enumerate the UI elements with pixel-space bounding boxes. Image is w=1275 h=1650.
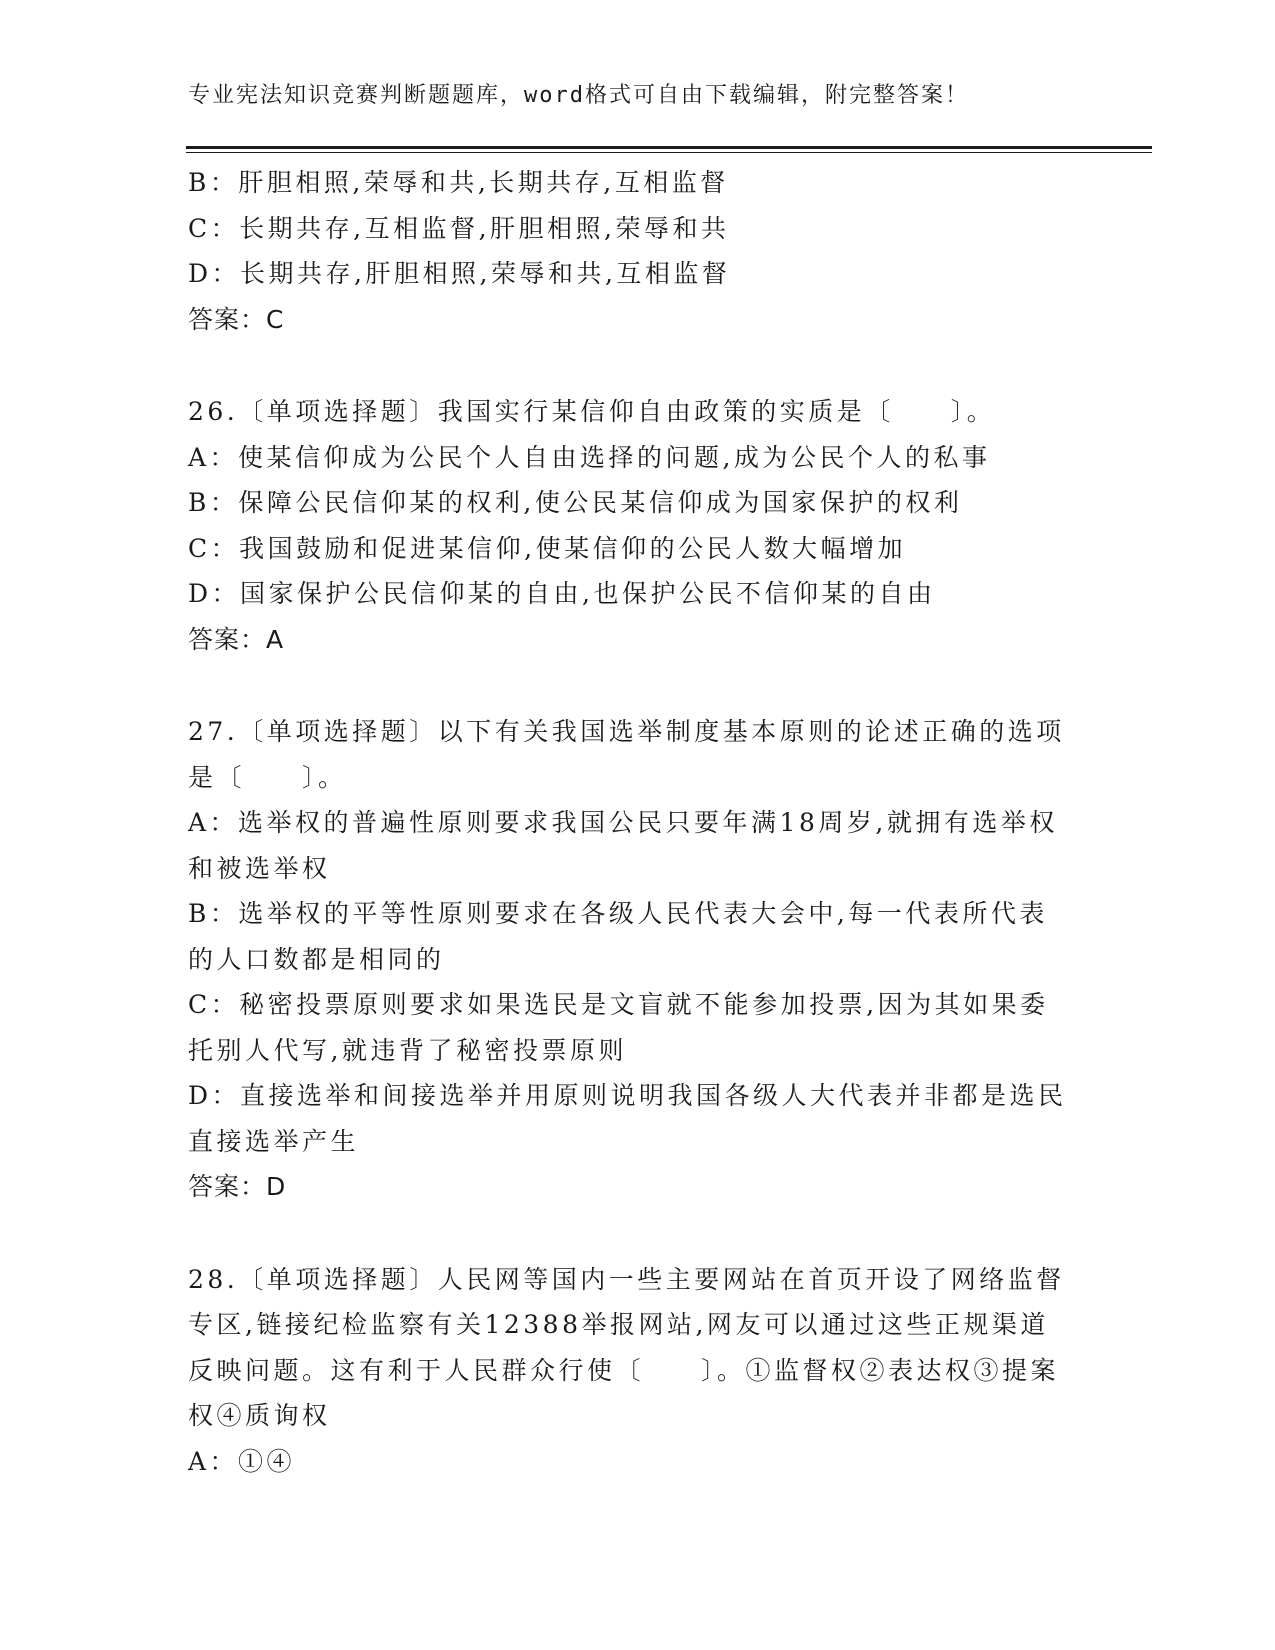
question-text-cont: 是〔 〕。 bbox=[188, 762, 347, 792]
question-text: 28.〔单项选择题〕人民网等国内一些主要网站在首页开设了网络监督 bbox=[188, 1264, 1065, 1294]
option-b: B：选举权的平等性原则要求在各级人民代表大会中,每一代表所代表 bbox=[188, 899, 1048, 928]
answer-line: 答案：A bbox=[188, 624, 285, 654]
option-d: D：国家保护公民信仰某的自由,也保护公民不信仰某的自由 bbox=[188, 579, 936, 608]
spacer bbox=[188, 1210, 1088, 1257]
spacer bbox=[188, 342, 1088, 389]
prev-question-block bbox=[188, 160, 1088, 342]
question-content bbox=[188, 160, 1088, 1484]
answer-line: 答案：D bbox=[188, 1172, 287, 1201]
option-d: D：长期共存,肝胆相照,荣辱和共,互相监督 bbox=[188, 259, 731, 288]
option-c: C：我国鼓励和促进某信仰,使某信仰的公民人数大幅增加 bbox=[188, 533, 907, 563]
option-a-cont: 和被选举权 bbox=[188, 853, 331, 883]
question-text: 26.〔单项选择题〕我国实行某信仰自由政策的实质是〔 〕。 bbox=[188, 397, 996, 426]
option-b: B：保障公民信仰某的权利,使公民某信仰成为国家保护的权利 bbox=[188, 488, 963, 517]
option-b-cont: 的人口数都是相同的 bbox=[188, 944, 445, 974]
option-d: D：直接选举和间接选举并用原则说明我国各级人大代表并非都是选民 bbox=[188, 1081, 1067, 1110]
option-c: C：秘密投票原则要求如果选民是文盲就不能参加投票,因为其如果委 bbox=[188, 990, 1049, 1019]
question-text-cont: 专区,链接纪检监察有关12388举报网站,网友可以通过这些正规渠道 bbox=[188, 1310, 1049, 1339]
option-a: A：使某信仰成为公民个人自由选择的问题,成为公民个人的私事 bbox=[188, 442, 991, 472]
header-rule bbox=[186, 146, 1152, 149]
spacer bbox=[188, 662, 1088, 709]
question-text-cont: 权④质询权 bbox=[188, 1401, 331, 1430]
option-a: A：选举权的普遍性原则要求我国公民只要年满18周岁,就拥有选举权 bbox=[188, 808, 1058, 837]
option-d-cont: 直接选举产生 bbox=[188, 1126, 360, 1156]
question-text-cont: 反映问题。这有利于人民群众行使〔 〕。①监督权②表达权③提案 bbox=[188, 1355, 1060, 1385]
header-rule-thin bbox=[186, 152, 1152, 153]
option-a: A：①④ bbox=[188, 1446, 296, 1476]
option-c: C：长期共存,互相监督,肝胆相照,荣辱和共 bbox=[188, 213, 730, 243]
option-b: B：肝胆相照,荣辱和共,长期共存,互相监督 bbox=[188, 168, 729, 197]
answer-line: 答案：C bbox=[188, 304, 285, 334]
question-27 bbox=[188, 709, 1088, 1210]
page-header: 专业宪法知识竞赛判断题题库，word格式可自由下载编辑，附完整答案！ bbox=[188, 83, 969, 108]
question-26 bbox=[188, 389, 1088, 662]
question-text: 27.〔单项选择题〕以下有关我国选举制度基本原则的论述正确的选项 bbox=[188, 717, 1065, 746]
option-c-cont: 托别人代写,就违背了秘密投票原则 bbox=[188, 1035, 627, 1065]
question-28 bbox=[188, 1257, 1088, 1485]
